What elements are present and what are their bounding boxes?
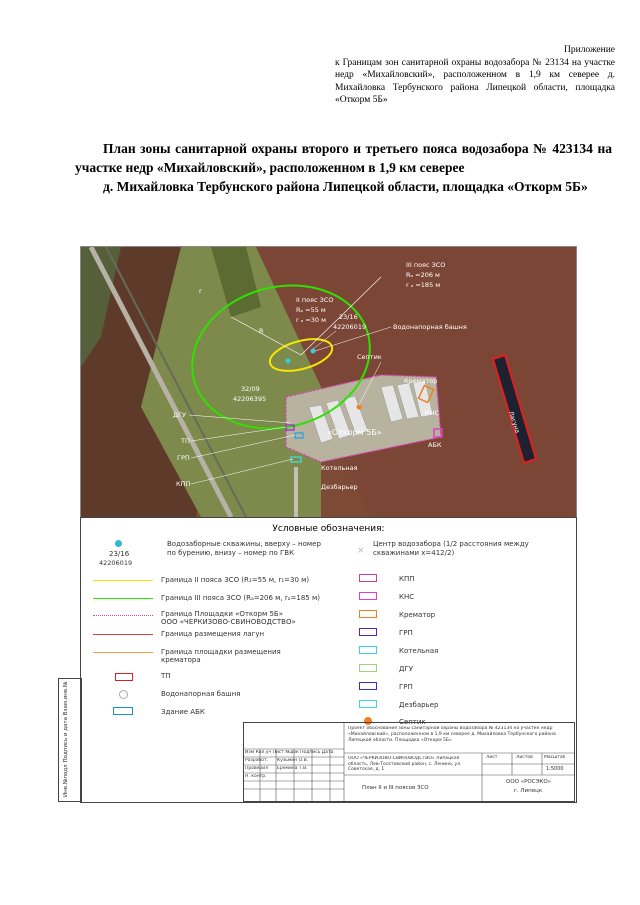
grp2-icon bbox=[359, 682, 377, 690]
page-heading bbox=[75, 139, 612, 196]
tb-plan: План II и III поясов ЗСО bbox=[362, 785, 429, 791]
zone3-r2: r ₐ =185 м bbox=[406, 281, 441, 289]
well-32-09 bbox=[286, 359, 291, 364]
legend-crematory: Крематор bbox=[399, 611, 436, 619]
legend-kpp: КПП bbox=[399, 575, 415, 583]
zone3-line-icon bbox=[93, 598, 153, 599]
zone3-title: III пояс ЗСО bbox=[406, 261, 446, 269]
tb-sheet: Листов bbox=[516, 755, 533, 760]
tb-check-name: Ерёмина Т.В. bbox=[277, 766, 308, 771]
tp-icon bbox=[115, 673, 133, 681]
well-23-16 bbox=[311, 349, 316, 354]
zone3-r1: Rₐ =206 м bbox=[406, 271, 440, 279]
legend-akb: Здание АБК bbox=[161, 708, 205, 716]
tb-city: г. Липецк bbox=[514, 788, 543, 794]
zone2-r2: r ₐ =30 м bbox=[296, 316, 327, 324]
kns-label: КНС bbox=[425, 409, 440, 417]
tb-scale: Масштаб bbox=[544, 755, 566, 760]
tb-col-headers: Изм Кол.уч Лист №док Подпись Дата bbox=[245, 750, 334, 755]
grp-label: ГРП bbox=[177, 454, 190, 462]
boiler-label: Котельная bbox=[321, 464, 358, 472]
legend-disinf: Дезбарьер bbox=[399, 701, 439, 709]
legend-title: Условные обозначения: bbox=[272, 524, 385, 534]
legend-site1: Граница Площадки «Откорм 5Б» bbox=[161, 610, 284, 618]
legend-wells-text: Водозаборные скважины, вверху – номер по бурению, внизу – номер по ГВК bbox=[167, 540, 321, 557]
legend-septic: Септик bbox=[399, 718, 426, 726]
legend-grp2: ГРП bbox=[399, 683, 413, 691]
legend-site2: ООО «ЧЕРКИЗОВО-СВИНОВОДСТВО» bbox=[161, 618, 296, 626]
tb-org: ООО «ЧЕРКИЗОВО-СВИНОВОДСТВО» Липецкая область, Лев-Толстовский район, с. Ленино, ул. Советская, д. 1 bbox=[348, 756, 462, 772]
side-stamp bbox=[58, 678, 82, 802]
tb-dev: Разработ. bbox=[245, 758, 269, 763]
lagoon-line-icon bbox=[93, 634, 153, 635]
legend-tower: Водонапорная башня bbox=[161, 690, 241, 698]
tb-dev-name: Кузьмин О.В. bbox=[277, 758, 309, 763]
side-stamp-text: Инв.№подл Подпись и дата Взам.инв.№ bbox=[63, 681, 69, 797]
legend-crem1: Граница площадки размещения bbox=[161, 648, 281, 656]
appendix-title: Приложение bbox=[564, 45, 615, 55]
tb-scale-val: 1:5000 bbox=[546, 766, 564, 772]
tb-check: Проверил bbox=[245, 766, 269, 771]
legend-well-num: 23/16 bbox=[109, 550, 130, 558]
grp-icon bbox=[359, 628, 377, 636]
tower-label: Водонапорная башня bbox=[393, 323, 467, 331]
zone2-line-icon bbox=[93, 580, 153, 581]
legend-grp: ГРП bbox=[399, 629, 413, 637]
center-x-icon: × bbox=[357, 546, 365, 556]
crematory-line-icon bbox=[93, 652, 153, 653]
kpp-label: КПП bbox=[176, 480, 191, 488]
satellite-map bbox=[80, 246, 577, 518]
legend-boiler: Котельная bbox=[399, 647, 439, 655]
appendix-text: к Границам зон санитарной охраны водозабора № 23134 на участке недр «Михайловский», расположенном в 1,9 км северее д. Михайловка Тербунского района Липецкой области, площадка «Откорм 5Б» bbox=[335, 57, 615, 105]
boiler-icon bbox=[359, 646, 377, 654]
kpp-icon bbox=[359, 574, 377, 582]
lagoon-label: Лагуна bbox=[507, 410, 521, 435]
heading-line-1: План зоны санитарной охраны второго и третьего пояса водозабора № 423134 на участке недр «Михайловский», расположенном в 1,9 км северее bbox=[75, 141, 612, 175]
well2-gvk: 42206395 bbox=[233, 395, 267, 403]
septic-label: Септик bbox=[357, 353, 382, 361]
dgu-label: ДГУ bbox=[173, 411, 187, 419]
zone2-r1: Rₐ =55 м bbox=[296, 306, 326, 314]
title-block bbox=[243, 722, 575, 802]
site-line-icon bbox=[93, 615, 153, 616]
legend-well-gvk: 42206019 bbox=[99, 559, 133, 567]
zone2-title: II пояс ЗСО bbox=[296, 296, 334, 304]
disinf-label: Дезбарьер bbox=[321, 483, 358, 491]
abk-label: АБК bbox=[428, 441, 442, 449]
tower-icon bbox=[119, 690, 128, 699]
tb-norm: Н. контр. bbox=[245, 774, 267, 779]
r-label: R bbox=[259, 327, 264, 335]
disinf-icon bbox=[359, 700, 377, 708]
dgu-icon bbox=[359, 664, 377, 672]
legend-center-text: Центр водозабора (1/2 расстояния между скважинами x=412/2) bbox=[373, 540, 529, 557]
crematory-icon bbox=[359, 610, 377, 618]
site-label: «Откорм 5Б» bbox=[327, 428, 382, 437]
heading-line-2: д. Михайловка Тербунского района Липецкой области, площадка «Откорм 5Б» bbox=[103, 179, 588, 194]
tb-company: ООО «РОСЭКО» bbox=[506, 779, 552, 785]
legend-crem2: крематора bbox=[161, 656, 201, 664]
tb-project: Проект обоснования зоны санитарной охраны водозабора № 423134 на участке недр «Михайловский», расположенном в 1,9 км северее д. Михайловка Тербунского района Липецкой области. Площадка «Откорм 5Б» bbox=[348, 726, 556, 743]
legend-zone3: Граница III пояса ЗСО (Rₐ=206 м, rₐ=185 м) bbox=[161, 594, 320, 602]
tp-label: ТП bbox=[181, 437, 190, 445]
tb-stage: Лист bbox=[486, 755, 498, 760]
r-small-label: r bbox=[199, 287, 202, 295]
legend-tp: ТП bbox=[161, 672, 171, 680]
legend-kns: КНС bbox=[399, 593, 415, 601]
well1-gvk: 42206019 bbox=[333, 323, 367, 331]
septic-marker bbox=[357, 405, 362, 410]
appendix-block bbox=[335, 44, 615, 107]
legend-zone2: Граница II пояса ЗСО (R₁=55 м, r₁=30 м) bbox=[161, 576, 310, 584]
akb-icon bbox=[113, 707, 133, 715]
well2-num: 32/09 bbox=[241, 385, 260, 393]
legend-lagoon: Граница размещения лагун bbox=[161, 630, 265, 638]
well1-num: 23/16 bbox=[339, 313, 358, 321]
kns-icon bbox=[359, 592, 377, 600]
legend-dgu: ДГУ bbox=[399, 665, 414, 673]
well-icon bbox=[115, 540, 122, 547]
crematory-label: Крематор bbox=[404, 377, 438, 385]
